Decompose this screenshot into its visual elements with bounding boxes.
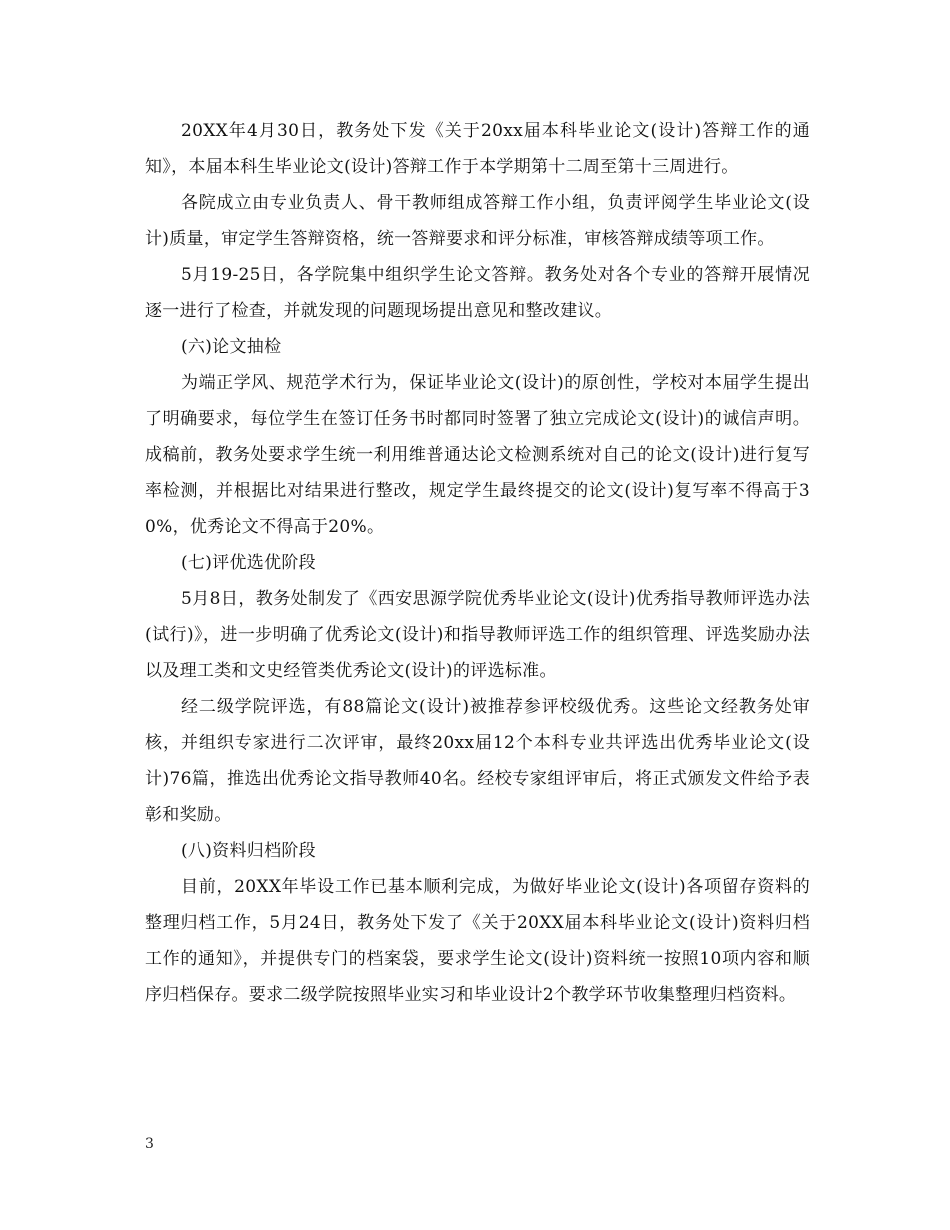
section-heading-archiving: (八)资料归档阶段 (181, 841, 316, 861)
paragraph-selection-result: 经二级学院评选，有88篇论文(设计)被推荐参评校级优秀。这些论文经教务处审核，并组织专家进行二次评审，最终20xx届12个本科专业共评选出优秀毕业论文(设计)76篇，推选出优秀论文指导教师40名。经校专家组评审后，将正式颁发文件给予表彰和奖励。 (145, 697, 810, 825)
paragraph-defense-groups: 各院成立由专业负责人、骨干教师组成答辩工作小组，负责评阅学生毕业论文(设计)质量，审定学生答辩资格，统一答辩要求和评分标准，审核答辩成绩等项工作。 (145, 193, 810, 249)
section-heading-excellence-selection: (七)评优选优阶段 (181, 553, 316, 573)
section-heading-paper-check: (六)论文抽检 (181, 337, 282, 357)
paragraph-defense-inspection: 5月19-25日，各学院集中组织学生论文答辩。教务处对各个专业的答辩开展情况逐一进行了检查，并就发现的问题现场提出意见和整改建议。 (145, 265, 810, 321)
paragraph-archiving: 目前，20XX年毕设工作已基本顺利完成，为做好毕业论文(设计)各项留存资料的整理归档工作，5月24日，教务处下发了《关于20XX届本科毕业论文(设计)资料归档工作的通知》，并提供专门的档案袋，要求学生论文(设计)资料统一按照10项内容和顺序归档保存。要求二级学院按照毕业实习和毕业设计2个教学环节收集整理归档资料。 (145, 877, 810, 1005)
paragraph-selection-method: 5月8日，教务处制发了《西安思源学院优秀毕业论文(设计)优秀指导教师评选办法(试行)》，进一步明确了优秀论文(设计)和指导教师评选工作的组织管理、评选奖励办法以及理工类和文史经管类优秀论文(设计)的评选标准。 (145, 589, 810, 681)
page-number: 3 (145, 1136, 154, 1152)
paragraph-paper-check: 为端正学风、规范学术行为，保证毕业论文(设计)的原创性，学校对本届学生提出了明确要求，每位学生在签订任务书时都同时签署了独立完成论文(设计)的诚信声明。成稿前，教务处要求学生统一利用维普通达论文检测系统对自己的论文(设计)进行复写率检测，并根据比对结果进行整改，规定学生最终提交的论文(设计)复写率不得高于30%，优秀论文不得高于20%。 (145, 373, 810, 537)
paragraph-defense-notice: 20XX年4月30日，教务处下发《关于20xx届本科毕业论文(设计)答辩工作的通知》，本届本科生毕业论文(设计)答辩工作于本学期第十二周至第十三周进行。 (145, 121, 810, 177)
document-body (145, 113, 810, 1013)
